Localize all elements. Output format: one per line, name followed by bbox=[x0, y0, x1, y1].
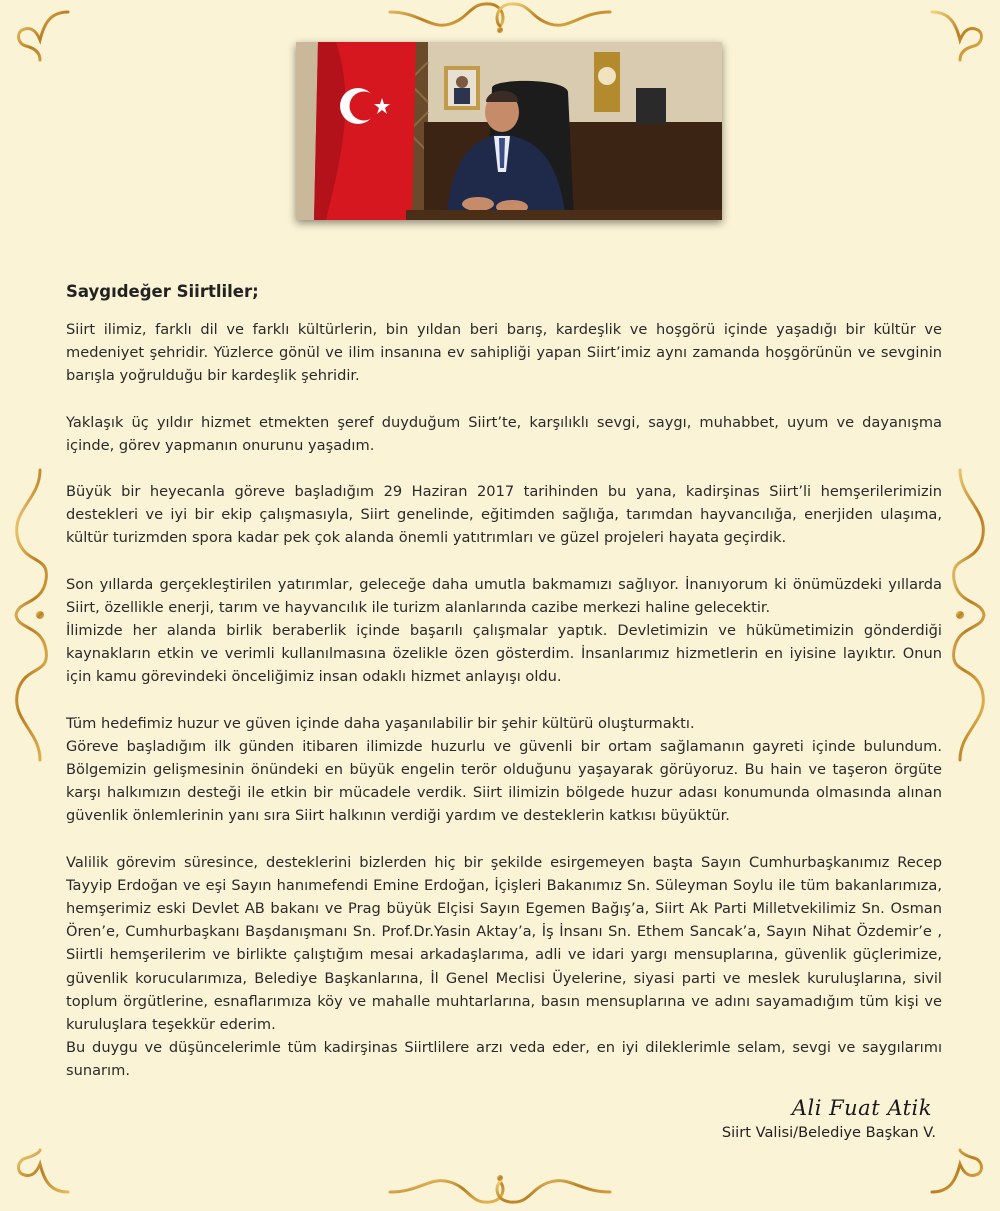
signature-block bbox=[722, 1096, 936, 1141]
signature: Ali Fuat Atik bbox=[791, 1096, 932, 1120]
governor-photo bbox=[296, 42, 722, 220]
paragraph-3: Büyük bir heyecanla göreve başladığım 29 Haziran 2017 tarihinden bu yana, kadirşinas Siirt’li hemşerilerimizin destekleri ve iyi bir ekip çalışmasıyla, Siirt genelinde, eğitimden sağlığa, tarımdan hayvancılığa, enerjiden ulaşıma, kültür turizmden spora kadar pek çok alanda önemli yatıtrımları ve güzel projeleri hayata geçirdik. bbox=[66, 483, 942, 547]
paragraph-7: Göreve başladığım ilk günden itibaren ilimizde huzurlu ve güvenli bir ortam sağlamanın gayreti içinde bulundum. Bölgemizin gelişmesinin önündeki en büyük engelin terör olduğunu yaşayarak görüyoruz. Bu hain ve taşeron örgüte karşı halkımızın desteği ile etkin bir mücadele verdik. Siirt ilimizin bölgede huzur adası konumunda olmasında alınan güvenlik önlemlerinin yanı sıra Siirt halkının verdiği yardım ve desteklerin katkısı büyüktür. bbox=[66, 737, 942, 825]
paragraph-4: Son yıllarda gerçekleştirilen yatırımlar, geleceğe daha umutla bakmamızı sağlıyor. İnanıyorum ki önümüzdeki yıllarda Siirt, özellikle enerji, tarım ve hayvancılık ile turizm alanlarında cazibe merkezi haline gelecektir. bbox=[66, 575, 942, 616]
paragraph-1: Siirt ilimiz, farklı dil ve farklı kültürlerin, bin yıldan beri barış, kardeşlik ve hoşgörü içinde yaşadığı bir kültür ve medeniyet şehridir. Yüzlerce gönül ve ilim insanına ev sahipliği yapan Siirt’imiz aynı zamanda hoşgörünün ve sevginin barışla yoğrulduğu bir kardeşlik şehridir. bbox=[66, 321, 942, 385]
paragraph-9: Bu duygu ve düşüncelerimle tüm kadirşinas Siirtlilere arzı veda eder, en iyi dileklerimle selam, sevgi ve saygılarımı sunarım. bbox=[66, 1039, 942, 1080]
letter-body bbox=[66, 282, 942, 1083]
signer-title: Siirt Valisi/Belediye Başkan V. bbox=[721, 1124, 936, 1141]
paragraph-8: Valilik görevim süresince, desteklerini bizlerden hiç bir şekilde esirgemeyen başta Sayın Cumhurbaşkanımız Recep Tayyip Erdoğan ve eşi Sayın hanımefendi Emine Erdoğan, İçişleri Bakanımız Sn. Süleyman Soylu ile tüm bakanlarımıza, hemşerimiz eski Devlet AB bakanı ve Prag büyük Elçisi Sayın Egemen Bağış’a, Siirt Ak Parti Milletvekilimiz Sn. Osman Ören’e, Cumhurbaşkanı Başdanışmanı Sn. Prof.Dr.Yasin Aktay’a, İş İnsanı Sn. Ethem Sancak’a, Sayın Nihat Özdemir’e , Siirtli hemşerilerim ve birlikte çalıştığım mesai arkadaşlarıma, adli ve idari yargı mensuplarına, güvenlik güçlerimize, güvenlik korucularımıza, Belediye Başkanlarına, İl Genel Meclisi Üyelerine, siyasi parti ve meslek kuruluşlarına, sivil toplum örgütlerine, esnaflarımıza köy ve mahalle muhtarlarına, basın mensuplarına ve adını sayamadığım tüm kişi ve kuruluşlara teşekkür ederim. bbox=[66, 853, 942, 1034]
paragraph-6: Tüm hedefimiz huzur ve güven içinde daha yaşanılabilir bir şehir kültürü oluşturmaktı. bbox=[66, 714, 695, 732]
paragraph-2: Yaklaşık üç yıldır hizmet etmekten şeref duyduğum Siirt’te, karşılıklı sevgi, saygı, muhabbet, uyum ve dayanışma içinde, görev yapmanın onurunu yaşadım. bbox=[66, 413, 942, 454]
letter-greeting: Saygıdeğer Siirtliler; bbox=[66, 282, 259, 301]
paragraph-5: İlimizde her alanda birlik beraberlik içinde başarılı çalışmalar yaptık. Devletimizin ve hükümetimizin gönderdiği kaynakların etkin ve verimli kullanılmasına özelikle özen gösterdim. İnsanlarımız hizmetlerin en iyisine layıktır. Onun için kamu görevindeki önceliğimiz insan odaklı hizmet anlayışı oldu. bbox=[66, 622, 942, 686]
